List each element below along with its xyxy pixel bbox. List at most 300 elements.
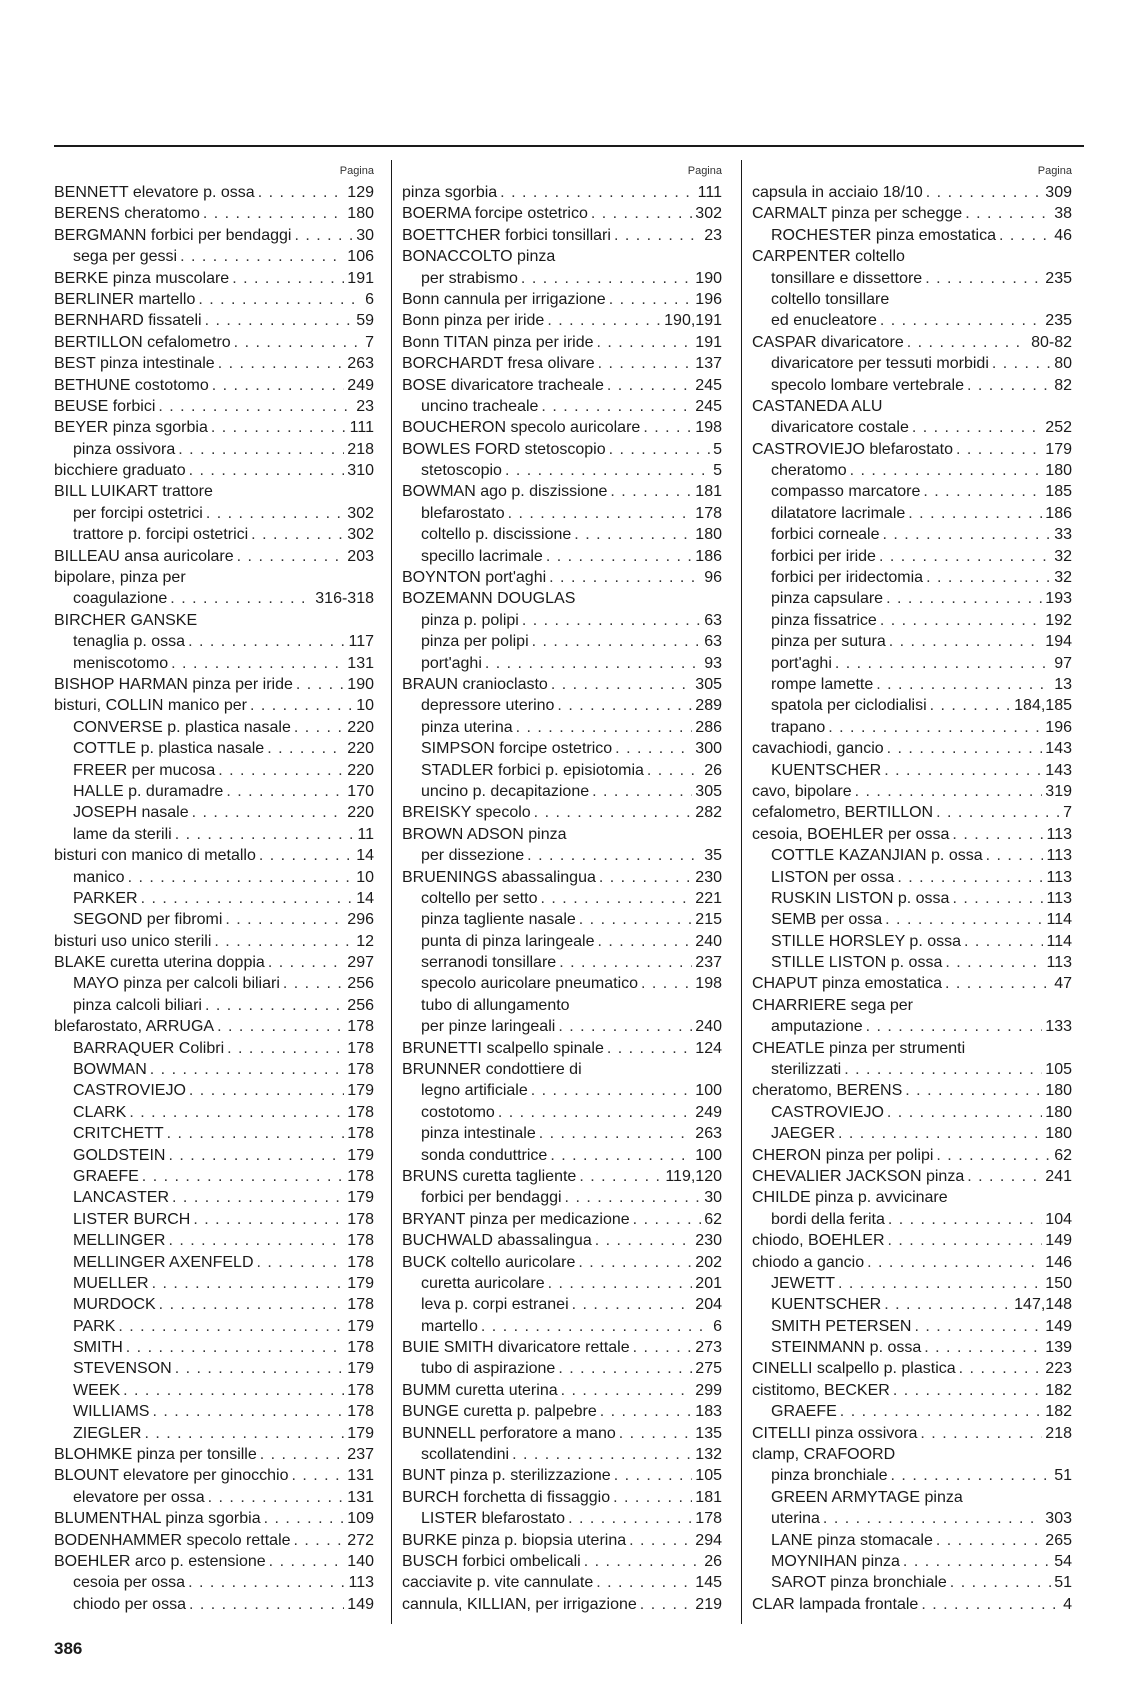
entry-term: blefarostato [421,504,505,522]
index-entry [402,973,722,994]
entry-page: 26 [704,761,722,779]
index-entry [54,738,374,759]
dot-leader [574,524,692,545]
dot-leader [952,888,1043,909]
entry-term: BUNT pinza p. sterilizzazione [402,1467,611,1485]
index-entry [752,1530,1072,1551]
entry-page: 178 [347,1103,374,1121]
index-entry [402,952,722,973]
entry-term: WEEK [73,1381,121,1399]
entry-page: 38 [1054,205,1072,223]
entry-term: spatola per ciclodialisi [771,697,927,715]
index-entry [54,653,374,674]
entry-page: 237 [347,1446,374,1464]
entry-page: 263 [347,355,374,373]
dot-leader [521,268,692,289]
entry-page: 96 [704,569,722,587]
entry-page: 300 [695,740,722,758]
entry-page: 245 [695,376,722,394]
dot-leader [175,824,355,845]
dot-leader [613,1487,692,1508]
index-entry [752,268,1072,289]
entry-term: BOERMA forcipe ostetrico [402,205,588,223]
entry-page: 170 [347,782,374,800]
entry-term: BORCHARDT fresa olivare [402,355,595,373]
column-header-pagina: Pagina [339,165,374,177]
index-entry [402,1294,722,1315]
column-divider [741,160,742,1624]
entry-page: 133 [1045,1018,1072,1036]
entry-term: HALLE p. duramadre [73,782,224,800]
entry-page: 178 [347,1167,374,1185]
index-entry [402,1252,722,1273]
index-entry [54,1252,374,1273]
index-entry [54,1230,374,1251]
dot-leader [264,1508,345,1529]
entry-term: CINELLI scalpello p. plastica [752,1360,956,1378]
dot-leader [189,1594,344,1615]
index-entry [54,1059,374,1080]
entry-page: 59 [356,312,374,330]
entry-page: 137 [695,355,722,373]
entry-page: 114 [1046,932,1072,950]
index-entry [752,931,1072,952]
index-entry [54,268,374,289]
dot-leader [205,310,354,331]
index-entry [54,1016,374,1037]
entry-page: 131 [347,1467,374,1485]
entry-page: 47 [1054,975,1072,993]
entry-term: GRAEFE [73,1167,139,1185]
dot-leader [178,439,344,460]
index-entry [752,909,1072,930]
entry-term: uncino p. decapitazione [421,782,590,800]
dot-leader [921,1594,1060,1615]
dot-leader [193,1209,344,1230]
entry-page: 97 [1054,654,1072,672]
entry-page: 14 [356,889,374,907]
entry-page: 182 [1045,1403,1072,1421]
index-entry [402,1551,722,1572]
dot-leader [129,1102,344,1123]
entry-term: BLOUNT elevatore per ginocchio [54,1467,289,1485]
entry-page: 32 [1054,547,1072,565]
dot-leader [844,1059,1042,1080]
index-entry [752,203,1072,224]
index-entry [402,1380,722,1401]
entry-page: 310 [347,462,374,480]
index-entry [54,1380,374,1401]
index-entry [54,1423,374,1444]
entry-term: BENNETT elevatore p. ossa [54,184,255,201]
entry-page: 179 [347,1360,374,1378]
entry-term: BODENHAMMER specolo rettale [54,1531,291,1549]
index-column-3 [752,160,1072,1620]
entry-term: CASTROVIEJO [771,1103,884,1121]
index-entry [402,1166,722,1187]
dot-leader [547,310,661,331]
entry-term: BOETTCHER forbici tonsillari [402,226,611,244]
dot-leader [218,353,345,374]
entry-page: 32 [1054,569,1072,587]
dot-leader [597,931,692,952]
entry-page: 62 [704,1210,722,1228]
entry-page: 186 [1045,504,1072,522]
index-entry [402,845,722,866]
dot-leader [828,717,1042,738]
index-entry [402,610,722,631]
dot-leader [897,867,1043,888]
index-entry [54,760,374,781]
index-entry [54,1358,374,1379]
index-entry [54,695,374,716]
dot-leader [159,1294,345,1315]
index-entry [54,1145,374,1166]
dot-leader [607,1038,692,1059]
entry-term: pinza calcoli biliari [73,996,202,1014]
entry-term: curetta auricolare [421,1274,545,1292]
index-entry [402,867,722,888]
index-entry [752,524,1072,545]
dot-leader [214,931,353,952]
index-entry [54,610,374,631]
dot-leader [967,1166,1042,1187]
entry-page: 178 [347,1253,374,1271]
index-entry [752,781,1072,802]
entry-page: 198 [695,975,722,993]
dot-leader [893,1380,1042,1401]
entry-page: 178 [347,1232,374,1250]
entry-term: tubo di aspirazione [421,1360,556,1378]
entry-term: KUENTSCHER [771,1296,882,1314]
index-entry [402,182,722,203]
entry-term: cheratomo [771,462,847,480]
index-entry [752,1102,1072,1123]
dot-leader [189,460,345,481]
dot-leader [534,802,693,823]
index-entry [752,1465,1072,1486]
entry-term: BOYNTON port'aghi [402,569,547,587]
entry-page: 124 [695,1039,722,1057]
entry-term: per dissezione [421,847,525,865]
dot-leader [158,396,353,417]
dot-leader [206,503,344,524]
entry-page: 309 [1045,184,1072,201]
index-entry [752,1508,1072,1529]
dot-leader [866,1016,1043,1037]
entry-page: 180 [347,205,374,223]
entry-term: specolo auricolare pneumatico [421,975,639,993]
entry-page: 113 [1046,868,1072,886]
dot-leader [211,417,347,438]
index-entry [402,396,722,417]
entry-page: 220 [347,804,374,822]
index-entry [54,481,374,502]
entry-page: 113 [1046,847,1072,865]
entry-term: depressore uterino [421,697,555,715]
index-entry [402,1230,722,1251]
entry-page: 297 [347,954,374,972]
index-entry [752,1273,1072,1294]
index-entry [54,246,374,267]
dot-leader [212,375,345,396]
entry-term: BURCH forchetta di fissaggio [402,1488,611,1506]
entry-term: forbici per iride [771,547,876,565]
dot-leader [914,1316,1042,1337]
entry-page: 275 [695,1360,722,1378]
entry-page: 181 [695,483,722,501]
entry-page: 35 [704,847,722,865]
entry-term: CHEATLE pinza per strumenti [752,1039,966,1057]
entry-page: 113 [1046,954,1072,972]
entry-term: CHILDE pinza p. avvicinare [752,1189,948,1207]
dot-leader [888,1209,1042,1230]
entry-page: 145 [695,1574,722,1592]
entry-term: BEYER pinza sgorbia [54,419,208,437]
index-entry [402,653,722,674]
entry-page: 289 [695,697,722,715]
index-entry [54,439,374,460]
index-entry [752,567,1072,588]
dot-leader [907,332,1028,353]
entry-page: 198 [695,419,722,437]
entry-page: 179 [347,1082,374,1100]
entry-page: 196 [1045,718,1072,736]
entry-term: BRYANT pinza per medicazione [402,1210,630,1228]
entry-term: CHERON pinza per polipi [752,1146,934,1164]
entry-page: 80-82 [1031,333,1072,351]
index-entry [54,588,374,609]
index-entry [402,417,722,438]
entry-page: 179 [347,1189,374,1207]
dot-leader [296,674,344,695]
entry-page: 111 [349,419,374,437]
entry-term: BUIE SMITH divaricatore rettale [402,1339,630,1357]
entry-term: BILLEAU ansa auricolare [54,547,234,565]
dot-leader [647,760,701,781]
dot-leader [508,503,693,524]
dot-leader [835,653,1051,674]
index-entry [54,1123,374,1144]
index-entry [402,1444,722,1465]
dot-leader [855,781,1043,802]
entry-page: 305 [695,782,722,800]
entry-term: pinza per polipi [421,633,529,651]
index-entry [54,396,374,417]
index-entry [752,1145,1072,1166]
entry-page: 178 [695,1510,722,1528]
dot-leader [118,1316,344,1337]
entry-term: LISTON per ossa [771,868,895,886]
index-entry [752,353,1072,374]
entry-page: 132 [695,1446,722,1464]
dot-leader [600,1401,693,1422]
entry-page: 105 [1045,1061,1072,1079]
entry-page: 63 [704,611,722,629]
index-entry [54,995,374,1016]
dot-leader [123,1380,344,1401]
entry-page: 230 [695,868,722,886]
column-divider [391,160,392,1624]
entry-term: STADLER forbici p. episiotomia [421,761,644,779]
index-entry [54,973,374,994]
entry-page: 180 [695,526,722,544]
entry-page: 62 [1054,1146,1072,1164]
index-entry [752,310,1072,331]
entry-term: MUELLER [73,1274,149,1292]
index-entry [402,824,722,845]
dot-leader [142,1166,345,1187]
dot-leader [283,973,344,994]
index-entry [54,1551,374,1572]
index-entry [752,375,1072,396]
dot-leader [259,845,353,866]
dot-leader [557,695,692,716]
index-entry [752,674,1072,695]
entry-page: 131 [347,1488,374,1506]
dot-leader [549,567,701,588]
index-entry [752,1423,1072,1444]
entry-term: BOUCHERON specolo auricolare [402,419,641,437]
entry-term: PARKER [73,889,138,907]
entry-term: legno artificiale [421,1082,528,1100]
dot-leader [925,268,1042,289]
entry-page: 294 [695,1531,722,1549]
index-entry [402,1423,722,1444]
entry-term: CONVERSE p. plastica nasale [73,718,291,736]
entry-term: BERKE pinza muscolare [54,269,230,287]
entry-term: COTTLE p. plastica nasale [73,740,265,758]
entry-term: pinza per sutura [771,633,886,651]
dot-leader [144,1423,344,1444]
index-entry [402,888,722,909]
entry-term: specillo lacrimale [421,547,543,565]
dot-leader [168,1230,344,1251]
dot-leader [578,1252,692,1273]
dot-leader [294,225,353,246]
index-entry [752,417,1072,438]
dot-leader [267,738,344,759]
index-entry [752,1059,1072,1080]
dot-leader [595,1230,693,1251]
entry-term: SEGOND per fibromi [73,911,223,929]
entry-term: CHAPUT pinza emostatica [752,975,942,993]
index-entry [402,481,722,502]
entry-term: CARMALT pinza per schegge [752,205,963,223]
index-entry [752,1080,1072,1101]
index-entry [752,1230,1072,1251]
entry-term: MOYNIHAN pinza [771,1553,900,1570]
index-entry [54,1273,374,1294]
entry-term: dilatatore lacrimale [771,504,906,522]
entry-page: 113 [1046,889,1072,907]
dot-leader [531,1080,693,1101]
index-entry [752,546,1072,567]
entry-term: STEINMANN p. ossa [771,1339,922,1357]
entry-page: 204 [695,1296,722,1314]
entry-term: pinza fissatrice [771,611,877,629]
index-entry [752,1358,1072,1379]
dot-leader [936,1145,1051,1166]
entry-term: pinza sgorbia [402,184,498,201]
entry-page: 7 [365,333,374,351]
index-entry [54,781,374,802]
entry-term: port'aghi [421,654,482,672]
index-entry [752,503,1072,524]
entry-term: SEMB per ossa [771,911,883,929]
dot-leader [936,802,1060,823]
entry-term: coagulazione [73,590,168,608]
index-entry [54,1594,374,1615]
index-entry [54,417,374,438]
column-header-pagina: Pagina [687,165,722,177]
entry-page: 296 [347,911,374,929]
index-entry [752,1294,1072,1315]
dot-leader [629,1530,692,1551]
entry-term: WILLIAMS [73,1403,150,1421]
index-entry [752,888,1072,909]
entry-page: 6 [365,290,374,308]
index-entry [54,460,374,481]
dot-leader [643,417,692,438]
index-entry [402,1187,722,1208]
entry-page: 194 [1045,633,1072,651]
entry-page: 6 [713,1317,722,1335]
entry-term: manico [73,868,125,886]
index-entry [752,588,1072,609]
entry-page: 178 [347,1210,374,1228]
entry-page: 182 [1045,1381,1072,1399]
index-entry [752,1123,1072,1144]
index-entry [402,1465,722,1486]
entry-term: BRUNS curetta tagliente [402,1167,577,1185]
dot-leader [959,1358,1043,1379]
dot-leader [170,588,312,609]
entry-page: 191 [347,269,374,287]
index-entry [752,246,1072,267]
entry-page: 220 [347,718,374,736]
index-entry [752,973,1072,994]
entry-page: 193 [1045,590,1072,608]
index-entry [752,225,1072,246]
index-entry [54,824,374,845]
entry-page: 10 [356,868,374,886]
dot-leader [260,1444,345,1465]
entry-page: 11 [357,825,374,843]
index-entry [402,695,722,716]
entry-term: BOWMAN [73,1061,147,1079]
entry-page: 272 [347,1531,374,1549]
index-entry [752,1572,1072,1593]
dot-leader [619,1423,693,1444]
index-entry [752,1166,1072,1187]
index-entry [752,845,1072,866]
entry-term: capsula in acciaio 18/10 [752,184,923,201]
entry-page: 149 [347,1595,374,1613]
entry-page: 220 [347,740,374,758]
entry-term: FREER per mucosa [73,761,216,779]
index-entry [54,1102,374,1123]
entry-page: 139 [1045,1339,1072,1357]
entry-term: chiodo a gancio [752,1253,865,1271]
entry-page: 249 [695,1103,722,1121]
entry-term: bicchiere graduato [54,462,186,480]
index-entry [752,460,1072,481]
index-entry [752,1209,1072,1230]
index-entry [752,802,1072,823]
entry-term: CRITCHETT [73,1125,164,1143]
dot-leader [592,781,692,802]
